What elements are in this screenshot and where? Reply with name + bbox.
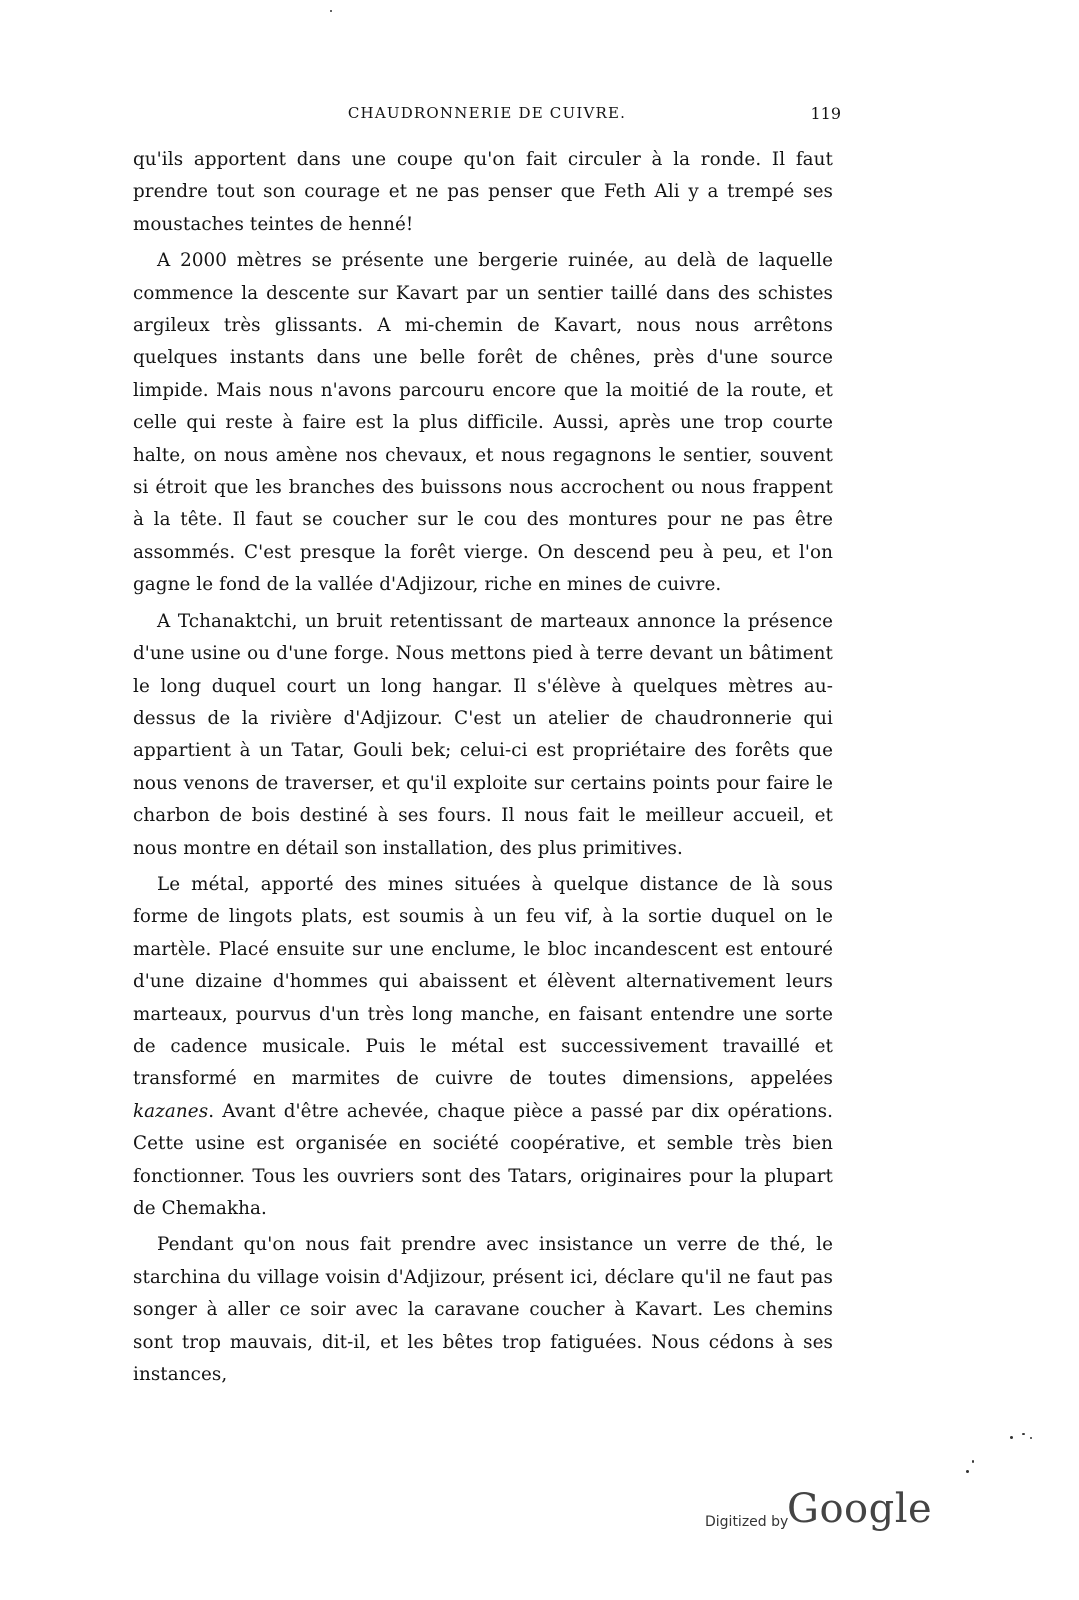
running-head	[133, 104, 841, 128]
digitized-watermark	[705, 1486, 945, 1542]
paragraph-4	[133, 869, 833, 1225]
paragraph-4-text-after: . Avant d'être achevée, chaque pièce a passé par dix opérations. Cette usine est organisée en société coopérative, et semble très bien fonctionner. Tous les ouvriers sont des Tatars, originaires pour la plupart de Chemakha.	[133, 1100, 833, 1219]
digitized-prefix: Digitized by	[705, 1514, 789, 1530]
speck	[966, 1470, 969, 1473]
paragraph-2: A 2000 mètres se présente une bergerie ruinée, au delà de laquelle commence la descente sur Kavart par un sentier taillé dans des schistes argileux très glissants. A mi-chemin de Kavart, nous nous arrêtons quelques instants dans une belle forêt de chênes, près d'une source limpide. Mais nous n'avons parcouru encore que la moitié de la route, et celle qui reste à faire est la plus difficile. Aussi, après une trop courte halte, on nous amène nos chevaux, et nous regagnons le sentier, souvent si étroit que les branches des buissons nous accrochent ou nous frappent à la tête. Il faut se coucher sur le cou des montures pour ne pas être assommés. C'est presque la forêt vierge. On descend peu à peu, et l'on gagne le fond de la vallée d'Adjizour, riche en mines de cuivre.	[133, 250, 833, 596]
emphasis-kazanes: kazanes	[133, 1100, 209, 1122]
body-text	[133, 144, 833, 1391]
page-number: 119	[810, 104, 841, 123]
paragraph-4-text-before: Le métal, apporté des mines situées à quelque distance de là sous forme de lingots plats, est soumis à un feu vif, à la sortie duquel on le martèle. Placé ensuite sur une enclume, le bloc incandescent est entouré d'une dizaine d'hommes qui abaissent et élèvent alternativement leurs marteaux, pourvus d'un très long manche, en faisant entendre une sorte de cadence musicale. Puis le métal est successivement travaillé et transformé en marmites de cuivre de toutes dimensions, appelées	[133, 873, 833, 1090]
google-logo: Google	[787, 1486, 933, 1532]
paragraph-3: A Tchanaktchi, un bruit retentissant de marteaux annonce la présence d'une usine ou d'une forge. Nous mettons pied à terre devant un bâtiment le long duquel court un long hangar. Il s'élève à quelques mètres au-dessus de la rivière d'Adjizour. C'est un atelier de chaudronnerie qui appartient à un Tatar, Gouli bek; celui-ci est propriétaire des forêts que nous venons de traverser, et qu'il exploite sur certains points pour faire le charbon de bois destiné à ses fours. Il nous fait le meilleur accueil, et nous montre en détail son installation, des plus primitives.	[133, 610, 833, 859]
running-title: CHAUDRONNERIE DE CUIVRE.	[347, 104, 627, 122]
speck	[972, 1460, 974, 1463]
speck	[1030, 1437, 1032, 1439]
paragraph-5: Pendant qu'on nous fait prendre avec insistance un verre de thé, le starchina du village voisin d'Adjizour, présent ici, déclare qu'il ne faut pas songer à aller ce soir avec la caravane coucher à Kavart. Les chemins sont trop mauvais, dit-il, et les bêtes trop fatiguées. Nous cédons à ses instances,	[133, 1234, 833, 1386]
speck	[1010, 1436, 1013, 1439]
speck	[330, 10, 332, 12]
speck	[1022, 1433, 1025, 1435]
paragraph-1: qu'ils apportent dans une coupe qu'on fait circuler à la ronde. Il faut prendre tout son courage et ne pas penser que Feth Ali y a trempé ses moustaches teintes de henné!	[133, 149, 833, 235]
